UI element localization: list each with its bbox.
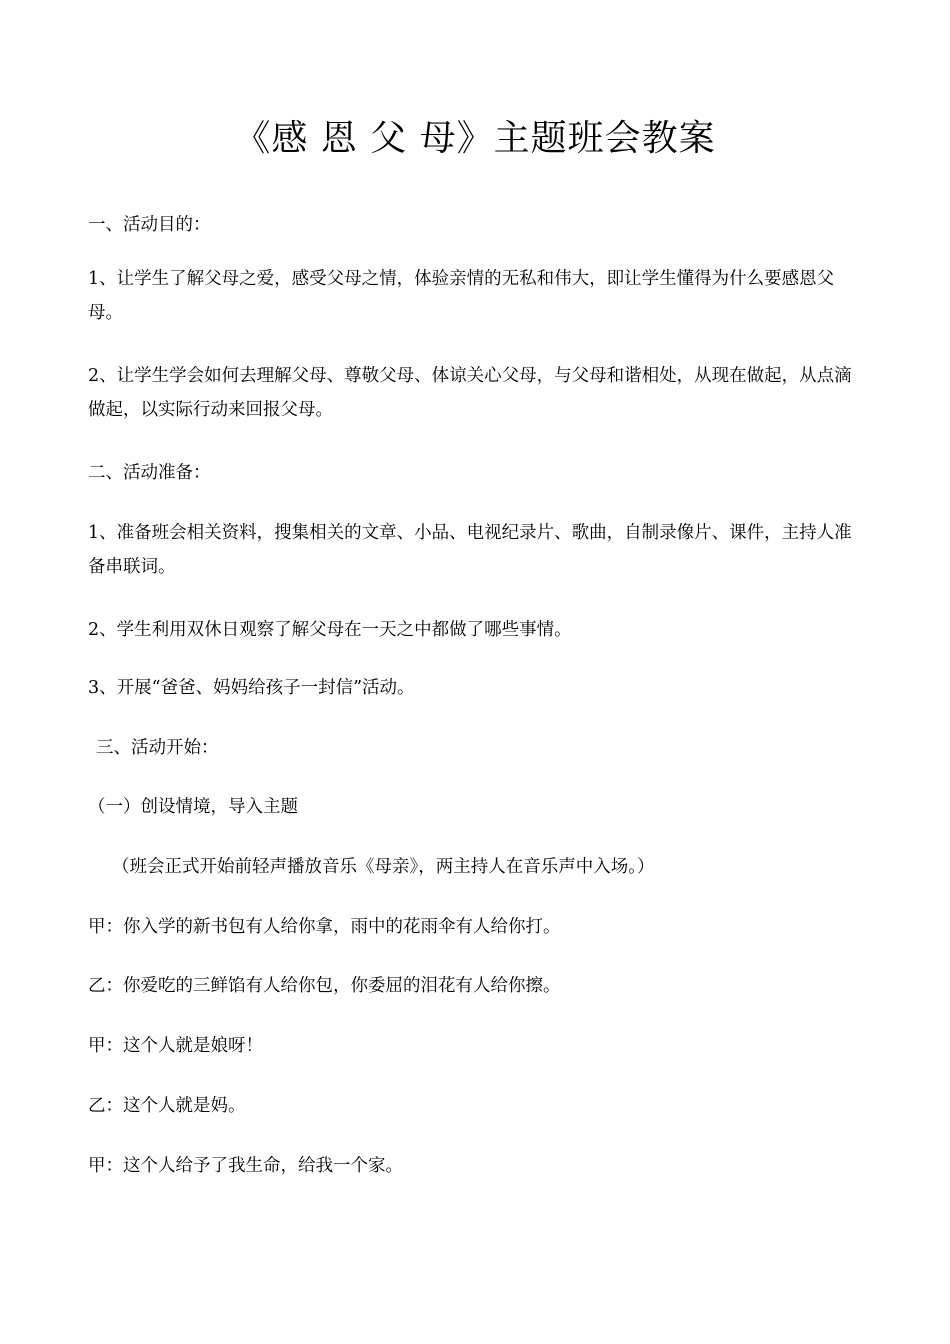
paragraph-preparation-1: 1、准备班会相关资料，搜集相关的文章、小品、电视纪录片、歌曲，自制录像片、课件，主持人准备串联词。 (88, 523, 852, 577)
dialogue-line: 乙：你爱吃的三鲜馅有人给你包，你委屈的泪花有人给你擦。 (88, 976, 561, 996)
document-title: 《感 恩 父 母》主题班会教案 (234, 118, 716, 159)
paragraph-purpose-2: 2、让学生学会如何去理解父母、尊敬父母、体谅关心父母，与父母和谐相处，从现在做起，从点滴做起，以实际行动来回报父母。 (88, 366, 852, 420)
section-heading-preparation: 二、活动准备： (88, 463, 211, 483)
paragraph-preparation-2: 2、学生利用双休日观察了解父母在一天之中都做了哪些事情。 (88, 620, 572, 640)
dialogue-line: 甲：这个人给予了我生命，给我一个家。 (88, 1156, 403, 1176)
paragraph-purpose-1: 1、让学生了解父母之爱，感受父母之情，体验亲情的无私和伟大，即让学生懂得为什么要感恩父母。 (88, 269, 835, 323)
dialogue-line: 乙：这个人就是妈。 (88, 1096, 246, 1116)
dialogue-line: 甲：你入学的新书包有人给你拿，雨中的花雨伞有人给你打。 (88, 917, 561, 937)
section-heading-purpose: 一、活动目的： (88, 215, 211, 235)
paragraph-preparation-3: 3、开展“爸爸、妈妈给孩子一封信”活动。 (88, 678, 415, 698)
subsection-heading-scene: （一）创设情境，导入主题 (88, 797, 298, 817)
stage-direction: （班会正式开始前轻声播放音乐《母亲》，两主持人在音乐声中入场。） (112, 857, 655, 877)
section-heading-start: 三、活动开始： (96, 738, 219, 758)
dialogue-line: 甲：这个人就是娘呀！ (88, 1036, 263, 1056)
